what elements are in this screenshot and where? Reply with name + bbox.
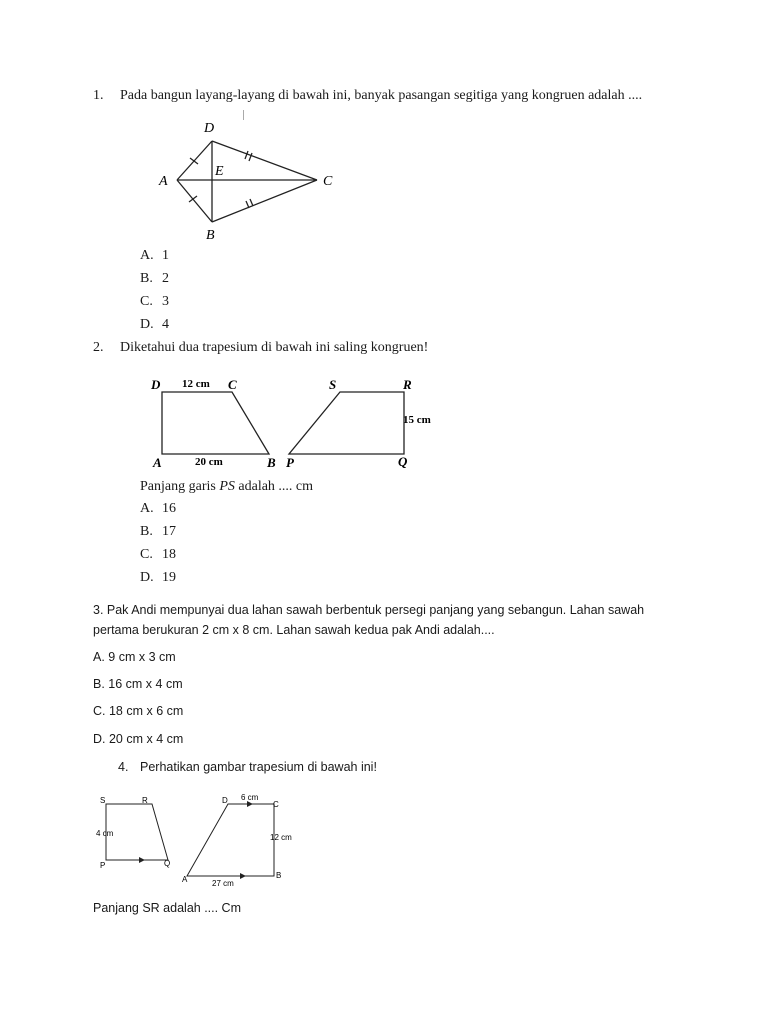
q2-option-b[interactable]: B. 17 <box>140 524 176 539</box>
q4-question: Panjang SR adalah .... Cm <box>93 901 241 915</box>
q1-number: 1. <box>93 88 104 103</box>
text-cursor <box>243 110 244 120</box>
label-c2: C <box>228 377 237 392</box>
q2-option-d[interactable]: D. 19 <box>140 570 176 585</box>
q4-text: Perhatikan gambar trapesium di bawah ini! <box>140 760 377 774</box>
q3-option-a[interactable]: A. 9 cm x 3 cm <box>93 650 176 664</box>
label-a2: A <box>153 455 162 470</box>
trapezoid-similar-figure <box>90 788 300 893</box>
small-label-height: 4 cm <box>96 829 114 838</box>
big-label-height: 12 cm <box>270 833 292 842</box>
label-d2: D <box>151 377 161 392</box>
big-label-a: A <box>182 875 188 884</box>
label-d: D <box>204 121 215 136</box>
label-b: B <box>206 228 215 243</box>
label-c: C <box>323 174 333 189</box>
q1-option-d[interactable]: D. 4 <box>140 317 169 332</box>
label-a: A <box>159 174 168 189</box>
q1-option-a[interactable]: A. 1 <box>140 248 169 263</box>
label-top: 12 cm <box>182 378 210 390</box>
trapezoid-pair-figure <box>148 372 448 472</box>
q3-text-line1: 3. Pak Andi mempunyai dua lahan sawah berbentuk persegi panjang yang sebangun. Lahan sawah <box>93 603 645 617</box>
big-label-top: 6 cm <box>241 793 259 802</box>
label-q2: Q <box>398 454 408 469</box>
small-label-r: R <box>142 796 148 805</box>
big-label-c: C <box>273 800 279 809</box>
label-s2: S <box>329 377 337 392</box>
q4-number: 4. <box>118 760 129 774</box>
q2-option-c[interactable]: C. 18 <box>140 547 176 562</box>
q2-number: 2. <box>93 340 104 355</box>
q3-option-b[interactable]: B. 16 cm x 4 cm <box>93 677 183 691</box>
label-height: 15 cm <box>403 414 431 426</box>
label-r2: R <box>403 377 412 392</box>
q2-question: Panjang garis PS adalah .... cm <box>140 479 314 494</box>
label-bottom: 20 cm <box>195 456 223 468</box>
q3-option-c[interactable]: C. 18 cm x 6 cm <box>93 704 184 718</box>
big-label-b: B <box>276 871 282 880</box>
q1-option-b[interactable]: B. 2 <box>140 271 169 286</box>
q3-option-d[interactable]: D. 20 cm x 4 cm <box>93 732 184 746</box>
label-p2: P <box>286 455 294 470</box>
label-b2: B <box>267 455 276 470</box>
big-label-d: D <box>222 796 228 805</box>
q3-text-line2: pertama berukuran 2 cm x 8 cm. Lahan sawah kedua pak Andi adalah.... <box>93 623 495 637</box>
small-label-q: Q <box>164 859 171 868</box>
kite-figure <box>150 112 350 247</box>
big-label-bottom: 27 cm <box>212 879 234 888</box>
q1-option-c[interactable]: C. 3 <box>140 294 169 309</box>
q2-text: Diketahui dua trapesium di bawah ini saling kongruen! <box>120 340 429 355</box>
q1-text: Pada bangun layang-layang di bawah ini, banyak pasangan segitiga yang kongruen adalah .... <box>120 88 643 103</box>
small-label-p: P <box>100 861 106 870</box>
label-e: E <box>215 164 224 179</box>
q2-option-a[interactable]: A. 16 <box>140 501 176 516</box>
small-label-s: S <box>100 796 106 805</box>
